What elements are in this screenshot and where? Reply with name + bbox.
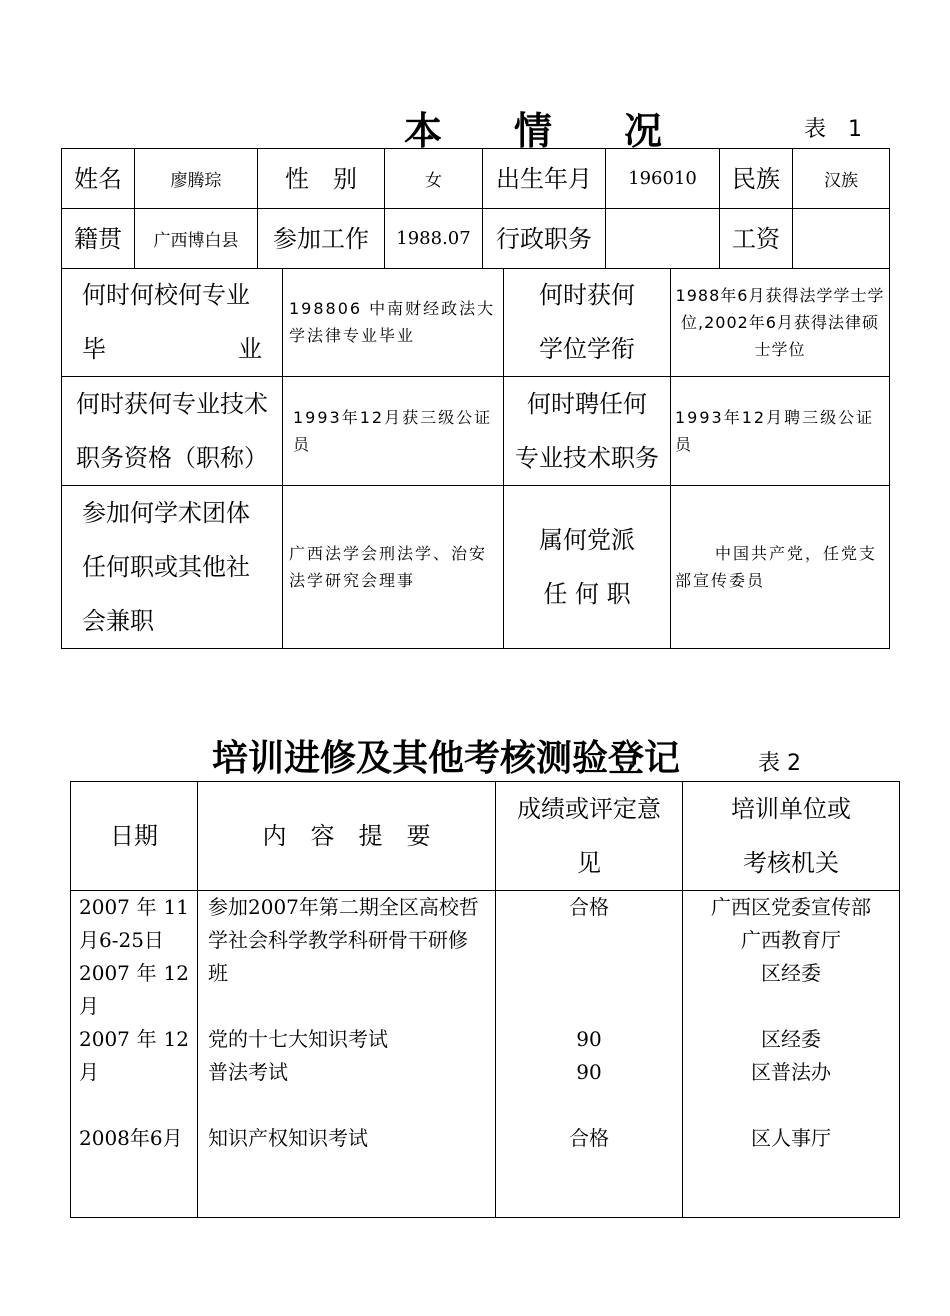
result-cell	[496, 891, 683, 1218]
graduation-value: 198806 中南财经政法大学法律专业毕业	[283, 268, 504, 377]
qualification-label	[62, 377, 283, 486]
header-date: 日期	[71, 782, 198, 891]
qualification-label-line2: 职务资格（职称）	[76, 444, 268, 472]
date-line: 2008年6月	[79, 1126, 183, 1150]
degree-label	[504, 268, 671, 377]
birth-label: 出生年月	[483, 149, 606, 209]
result-line	[496, 924, 682, 957]
date-line: 2007 年 12	[79, 1027, 189, 1051]
result-line	[496, 990, 682, 1023]
content-line: 学社会科学教学科研骨干研修	[208, 928, 468, 952]
unit-line: 广西区党委宣传部	[711, 895, 871, 919]
party-value: 中国共产党，任党支部宣传委员	[671, 486, 890, 649]
date-line: 月	[79, 994, 99, 1018]
origin-value: 广西博白县	[135, 209, 258, 269]
work-value: 1988.07	[385, 209, 483, 269]
birth-value: 196010	[606, 149, 720, 209]
content-line	[208, 1089, 485, 1122]
name-label: 姓名	[62, 149, 135, 209]
table1-title	[404, 100, 662, 155]
party-label	[504, 486, 671, 649]
name-value: 廖腾琮	[135, 149, 258, 209]
appointment-value: 1993年12月聘三级公证员	[671, 377, 890, 486]
info-row-3	[62, 268, 890, 377]
result-line: 90	[576, 1027, 602, 1051]
graduation-label-line2b: 业	[238, 335, 262, 363]
header-unit-line1: 培训单位或	[731, 795, 851, 823]
header-result-line1: 成绩或评定意	[517, 795, 661, 823]
header-content: 内 容 提 要	[198, 782, 496, 891]
date-line: 月6-25日	[79, 928, 164, 952]
table2-title: 培训进修及其他考核测验登记	[212, 738, 681, 779]
party-label-line1: 属何党派	[539, 526, 635, 554]
unit-line	[683, 1089, 899, 1122]
table1-number: 表 1	[804, 117, 862, 142]
appointment-label-line2: 专业技术职务	[515, 444, 659, 472]
qualification-label-line1: 何时获何专业技术	[76, 390, 268, 418]
content-line: 党的十七大知识考试	[208, 1027, 388, 1051]
association-label	[62, 486, 283, 649]
basic-info-table-top	[61, 148, 890, 269]
unit-line: 区经委	[761, 1027, 821, 1051]
result-line: 合格	[569, 895, 609, 919]
date-line: 月	[79, 1060, 99, 1084]
content-cell	[198, 891, 496, 1218]
content-line: 班	[208, 961, 228, 985]
graduation-label-line1: 何时何校何专业	[82, 281, 250, 309]
info-row-1	[62, 149, 890, 209]
content-line: 知识产权知识考试	[208, 1126, 368, 1150]
unit-line: 区经委	[761, 961, 821, 985]
content-line: 普法考试	[208, 1060, 288, 1084]
date-cell	[71, 891, 198, 1218]
unit-line: 区普法办	[751, 1060, 831, 1084]
association-label-line2: 任何职或其他社	[82, 553, 250, 581]
salary-label: 工资	[720, 209, 793, 269]
date-line: 2007 年 12	[79, 961, 189, 985]
unit-line: 区人事厅	[751, 1126, 831, 1150]
salary-value	[793, 209, 890, 269]
degree-value: 1988年6月获得法学学士学位,2002年6月获得法律硕士学位	[671, 268, 890, 377]
date-line: 2007 年 11	[79, 895, 189, 919]
basic-info-table-bottom	[61, 268, 890, 649]
title-char-3: 况	[624, 108, 663, 153]
appointment-label	[504, 377, 671, 486]
appointment-label-line1: 何时聘任何	[527, 390, 647, 418]
title-char-1: 本	[404, 108, 443, 153]
admin-label: 行政职务	[483, 209, 606, 269]
result-line: 90	[576, 1060, 602, 1084]
ethnic-label: 民族	[720, 149, 793, 209]
training-record-table	[70, 781, 900, 1218]
content-line	[208, 990, 485, 1023]
admin-value	[606, 209, 720, 269]
association-value: 广西法学会刑法学、治安法学研究会理事	[283, 486, 504, 649]
training-body-row	[71, 891, 900, 1218]
origin-label: 籍贯	[62, 209, 135, 269]
date-line	[79, 1089, 189, 1122]
unit-cell	[683, 891, 900, 1218]
degree-label-line2: 学位学衔	[539, 335, 635, 363]
header-unit	[683, 782, 900, 891]
result-line	[496, 1089, 682, 1122]
graduation-label	[62, 268, 283, 377]
info-row-2	[62, 209, 890, 269]
result-line: 合格	[569, 1126, 609, 1150]
unit-line: 广西教育厅	[741, 928, 841, 952]
training-header-row	[71, 782, 900, 891]
gender-label: 性 别	[258, 149, 385, 209]
association-label-line3: 会兼职	[82, 607, 154, 635]
gender-value: 女	[385, 149, 483, 209]
header-result	[496, 782, 683, 891]
title-char-2: 情	[514, 108, 553, 153]
table2-number: 表 2	[758, 751, 801, 776]
qualification-value: 1993年12月获三级公证员	[283, 377, 504, 486]
work-label: 参加工作	[258, 209, 385, 269]
association-label-line1: 参加何学术团体	[82, 499, 250, 527]
info-row-5	[62, 486, 890, 649]
unit-line	[683, 990, 899, 1023]
header-result-line2: 见	[577, 849, 601, 877]
party-label-line2: 任 何 职	[543, 580, 631, 608]
content-line: 参加2007年第二期全区高校哲	[208, 895, 479, 919]
info-row-4	[62, 377, 890, 486]
degree-label-line1: 何时获何	[539, 281, 635, 309]
graduation-label-line2a: 毕	[82, 335, 106, 363]
result-line	[496, 957, 682, 990]
ethnic-value: 汉族	[793, 149, 890, 209]
header-unit-line2: 考核机关	[743, 849, 839, 877]
